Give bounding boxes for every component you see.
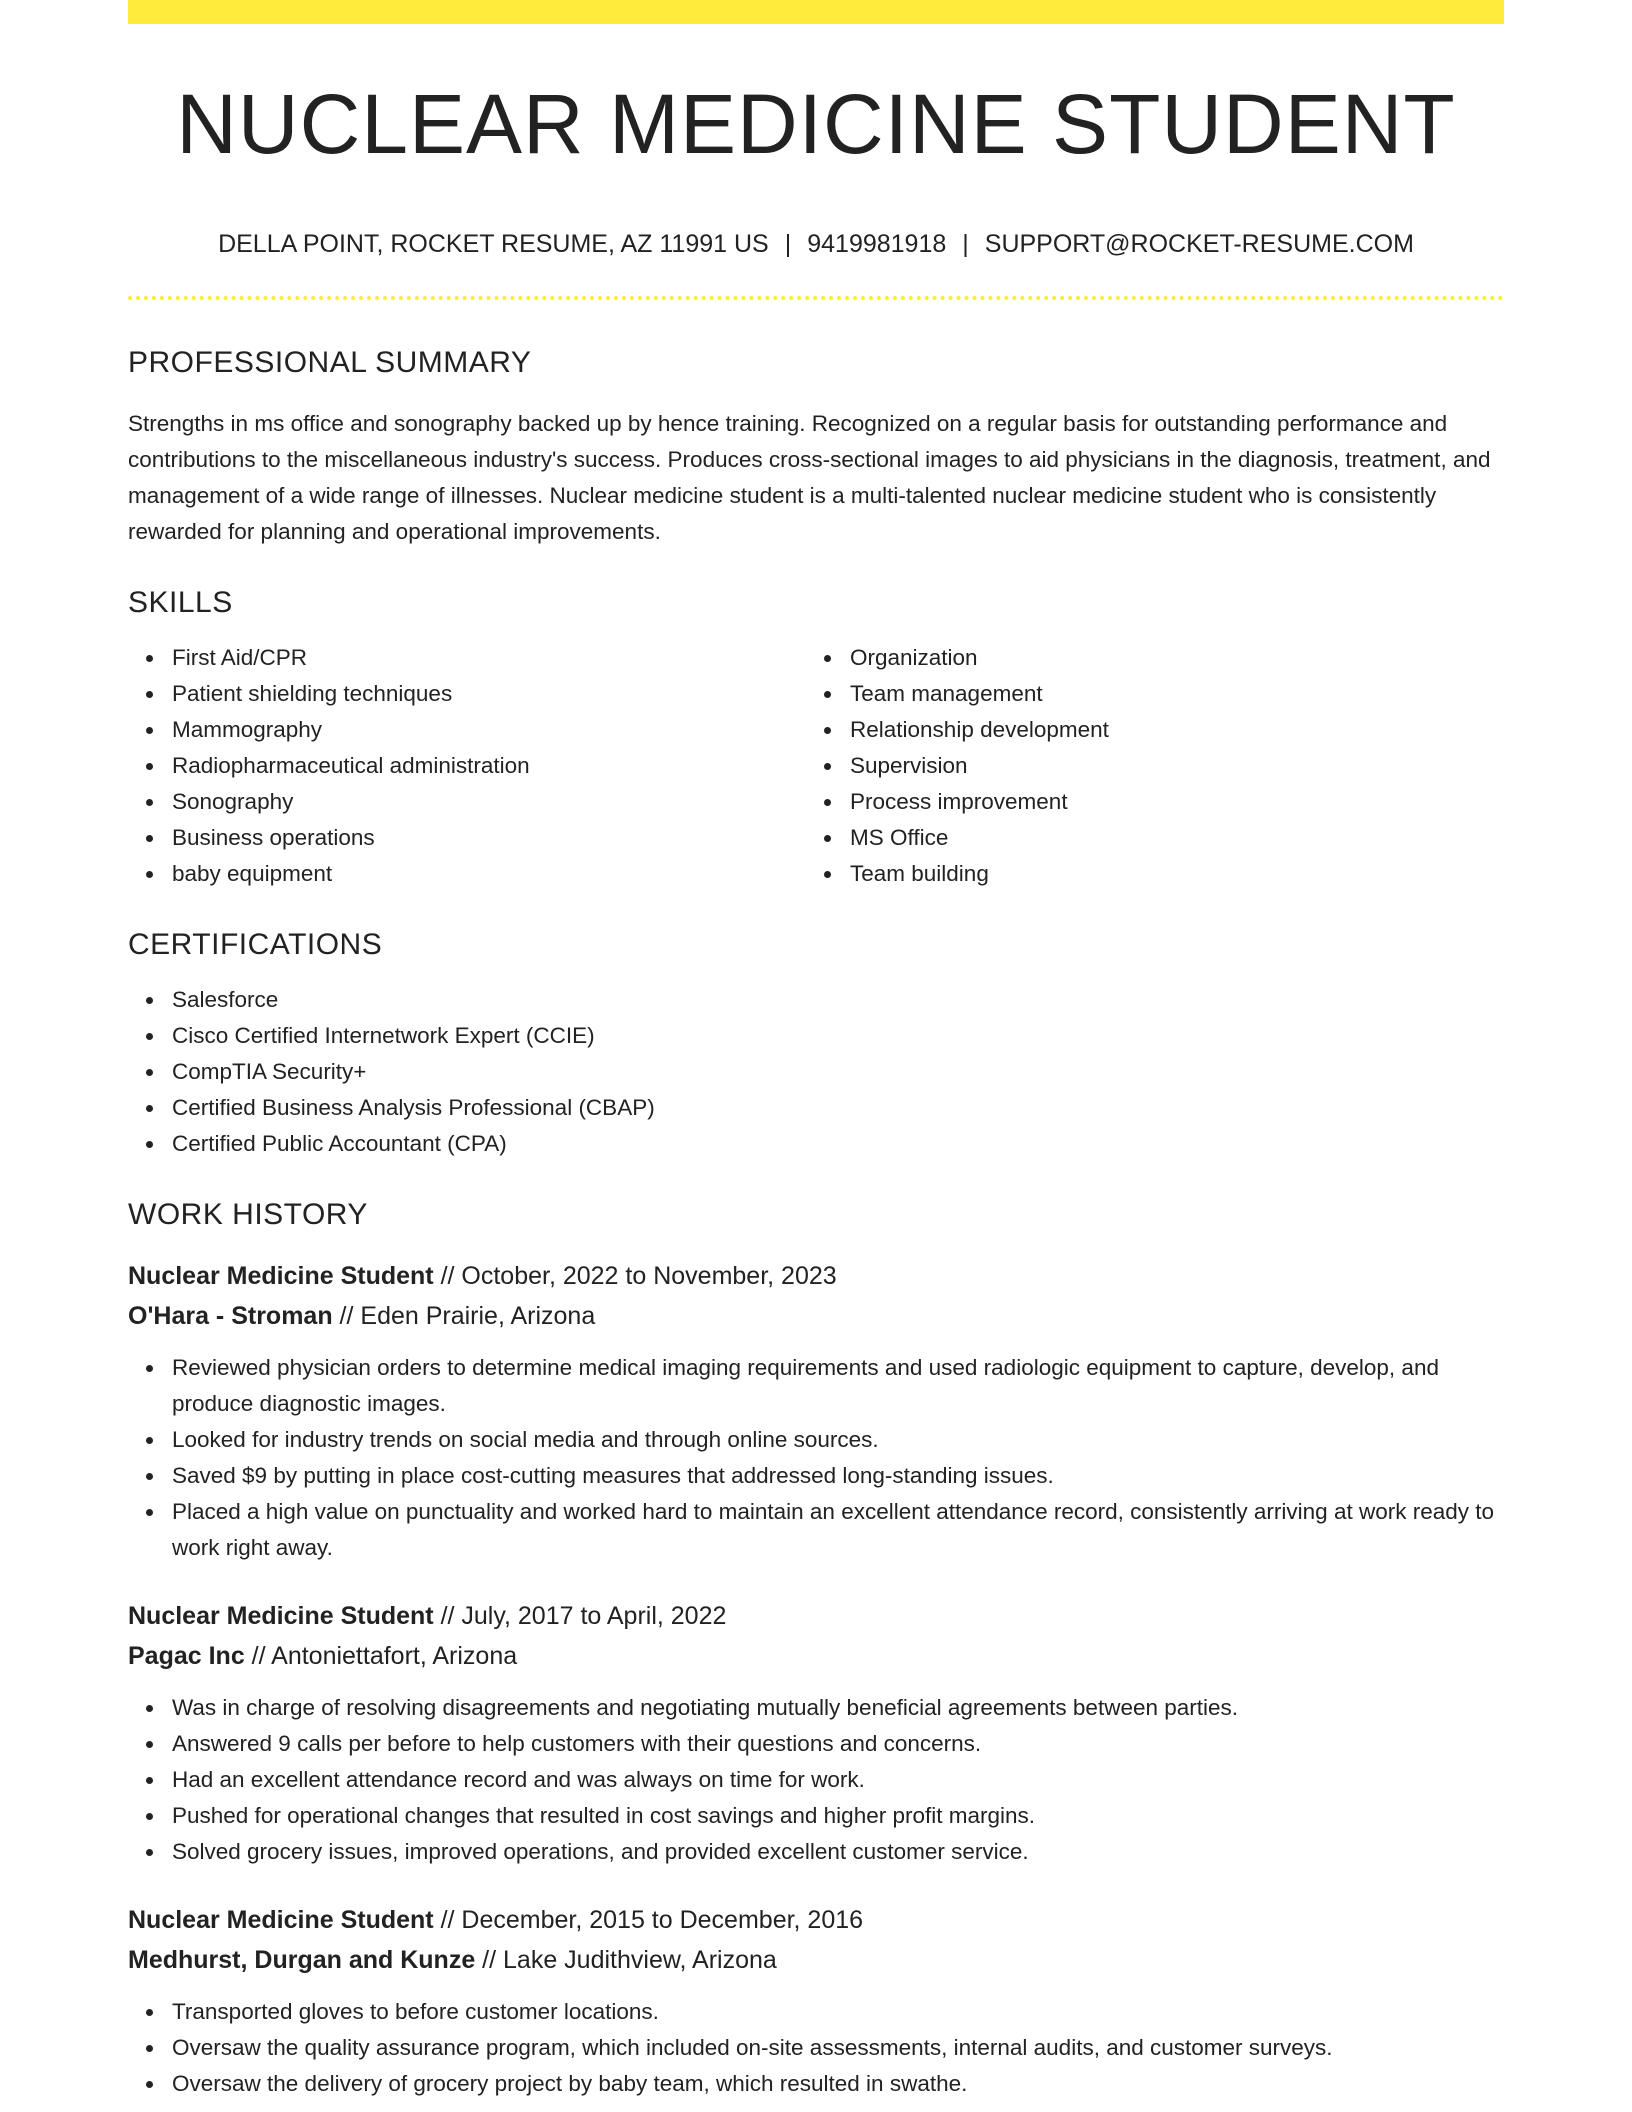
skill-item: Patient shielding techniques [172, 676, 806, 712]
job-bullet: Was in charge of resolving disagreements and negotiating mutually beneficial agreements between parties. [172, 1690, 1504, 1726]
job-bullet: Pushed for operational changes that resulted in cost savings and higher profit margins. [172, 1798, 1504, 1834]
certification-item: Certified Public Accountant (CPA) [172, 1126, 1504, 1162]
job-company: O'Hara - Stroman [128, 1302, 333, 1330]
skill-item: Radiopharmaceutical administration [172, 748, 806, 784]
job-bullet: Saved $9 by putting in place cost-cutting measures that addressed long-standing issues. [172, 1458, 1504, 1494]
dotted-divider [128, 296, 1504, 300]
skill-item: Supervision [850, 748, 1484, 784]
job-dates: // October, 2022 to November, 2023 [433, 1262, 837, 1290]
skills-column-left [128, 640, 806, 892]
job-bullets [128, 1690, 1504, 1870]
certification-item: CompTIA Security+ [172, 1054, 1504, 1090]
job-bullets [128, 1994, 1504, 2102]
job-title-line [128, 1256, 1504, 1296]
job-location: // Eden Prairie, Arizona [332, 1302, 596, 1330]
job-bullet: Answered 9 calls per before to help customers with their questions and concerns. [172, 1726, 1504, 1762]
contact-separator: | [962, 230, 969, 258]
contact-separator: | [784, 230, 792, 258]
skill-item: MS Office [850, 820, 1484, 856]
skills-grid [128, 640, 1504, 892]
job-bullet: Transported gloves to before customer locations. [172, 1994, 1504, 2030]
certifications-list [128, 982, 1504, 1162]
resume-page [128, 0, 1504, 2102]
job-entry [128, 1596, 1504, 1870]
job-company-line [128, 1940, 1504, 1980]
contact-address: DELLA POINT, ROCKET RESUME, AZ 11991 US [218, 230, 769, 258]
job-bullet: Had an excellent attendance record and was always on time for work. [172, 1762, 1504, 1798]
skill-item: Sonography [172, 784, 806, 820]
skill-item: Team building [850, 856, 1484, 892]
skills-list-right [806, 640, 1484, 892]
skills-list-left [128, 640, 806, 892]
skill-item: baby equipment [172, 856, 806, 892]
job-bullet: Reviewed physician orders to determine medical imaging requirements and used radiologic equipment to capture, develop, and produce diagnostic images. [172, 1350, 1504, 1422]
contact-email: SUPPORT@ROCKET-RESUME.COM [984, 230, 1414, 258]
skill-item: Business operations [172, 820, 806, 856]
job-bullet: Placed a high value on punctuality and worked hard to maintain an excellent attendance record, consistently arriving at work ready to work right away. [172, 1494, 1504, 1566]
job-bullet: Solved grocery issues, improved operations, and provided excellent customer service. [172, 1834, 1504, 1870]
job-title-line [128, 1900, 1504, 1940]
skill-item: Team management [850, 676, 1484, 712]
job-company: Pagac Inc [128, 1642, 245, 1670]
job-company: Medhurst, Durgan and Kunze [128, 1946, 476, 1974]
job-dates: // July, 2017 to April, 2022 [433, 1602, 727, 1630]
job-bullets [128, 1350, 1504, 1566]
accent-top-bar [128, 0, 1504, 24]
job-title-line [128, 1596, 1504, 1636]
summary-heading: PROFESSIONAL SUMMARY [128, 346, 532, 379]
certification-item: Certified Business Analysis Professional (CBAP) [172, 1090, 1504, 1126]
skill-item: First Aid/CPR [172, 640, 806, 676]
job-company-line [128, 1636, 1504, 1676]
job-location: // Lake Judithview, Arizona [475, 1946, 777, 1974]
certification-item: Cisco Certified Internetwork Expert (CCIE) [172, 1018, 1504, 1054]
job-bullet: Oversaw the delivery of grocery project by baby team, which resulted in swathe. [172, 2066, 1504, 2102]
job-entry [128, 1900, 1504, 2102]
skill-item: Relationship development [850, 712, 1484, 748]
job-role: Nuclear Medicine Student [128, 1602, 434, 1630]
job-role: Nuclear Medicine Student [128, 1906, 434, 1934]
skills-column-right [806, 640, 1484, 892]
resume-name: NUCLEAR MEDICINE STUDENT [176, 77, 1456, 171]
job-dates: // December, 2015 to December, 2016 [433, 1906, 864, 1934]
job-bullet: Looked for industry trends on social media and through online sources. [172, 1422, 1504, 1458]
job-bullet: Oversaw the quality assurance program, which included on-site assessments, internal audits, and customer surveys. [172, 2030, 1504, 2066]
skill-item: Process improvement [850, 784, 1484, 820]
contact-line [128, 232, 1504, 257]
skills-heading: SKILLS [128, 586, 233, 619]
job-entry [128, 1256, 1504, 1566]
work-history-heading: WORK HISTORY [128, 1198, 368, 1231]
summary-text: Strengths in ms office and sonography backed up by hence training. Recognized on a regular basis for outstanding performance and contributions to the miscellaneous industry's success. Produces cross-sectional images to aid physicians in the diagnosis, treatment, and management of a wide range of illnesses. Nuclear medicine student is a multi-talented nuclear medicine student who is consistently rewarded for planning and operational improvements. [128, 411, 1491, 544]
skill-item: Organization [850, 640, 1484, 676]
job-role: Nuclear Medicine Student [128, 1262, 434, 1290]
job-company-line [128, 1296, 1504, 1336]
certification-item: Salesforce [172, 982, 1504, 1018]
job-location: // Antoniettafort, Arizona [244, 1642, 518, 1670]
contact-phone: 9419981918 [807, 230, 947, 258]
certifications-heading: CERTIFICATIONS [128, 928, 383, 961]
skill-item: Mammography [172, 712, 806, 748]
